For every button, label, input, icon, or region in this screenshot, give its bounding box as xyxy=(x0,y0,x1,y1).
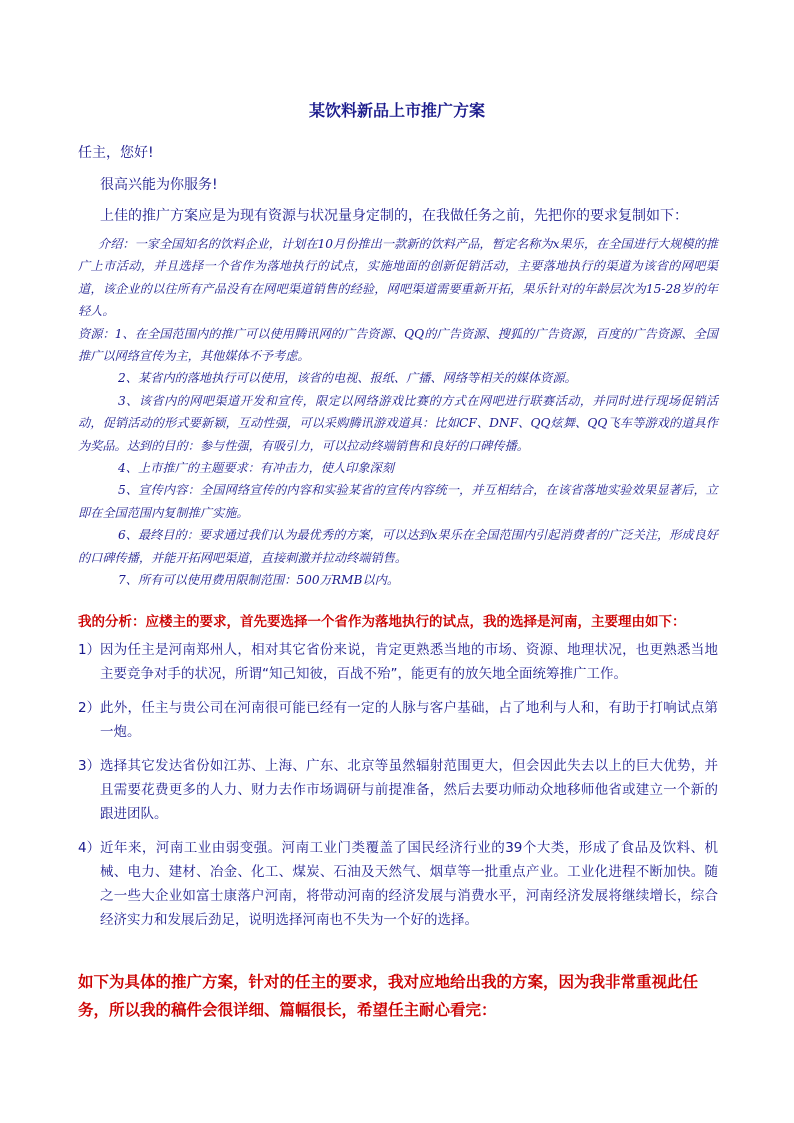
requirement-resource: 资源：1、在全国范围内的推广可以使用腾讯网的广告资源、QQ的广告资源、搜狐的广告资源，百度的广告资源、全国推广以网络宣传为主，其他媒体不予考虑。 xyxy=(78,326,718,364)
requirement-item: 7、所有可以使用费用限制范围：500万RMB以内。 xyxy=(118,573,400,588)
intro-line-2: 上佳的推广方案应是为现有资源与状况量身定制的，在我做任务之前，先把你的要求复制如下： xyxy=(100,208,688,224)
analysis-heading: 我的分析：应楼主的要求，首先要选择一个省作为落地执行的试点，我的选择是河南，主要理由如下： xyxy=(78,614,686,630)
requirement-item: 6、最终目的：要求通过我们认为最优秀的方案，可以达到x果乐在全国范围内引起消费者的广泛关注，形成良好的口碑传播，并能开拓网吧渠道，直接刺激并拉动终端销售。 xyxy=(78,528,718,565)
list-item xyxy=(78,638,718,686)
closing-statement: 如下为具体的推广方案，针对的任主的要求，我对应地给出我的方案，因为我非常重视此任务，所以我的稿件会很详细、篇幅很长，希望任主耐心看完： xyxy=(78,972,699,1019)
requirement-item: 3、该省内的网吧渠道开发和宣传，限定以网络游戏比赛的方式在网吧进行联赛活动，并同时进行现场促销活动，促销活动的形式要新颖，互动性强，可以采购腾讯游戏道具：比如CF、DNF、QQ炫舞、QQ飞车等游戏的道具作为奖品。达到的目的：参与性强，有吸引力，可以拉动终端销售和良好的口碑传播。 xyxy=(78,393,718,453)
list-item xyxy=(78,754,718,826)
list-number: 2） xyxy=(78,700,101,716)
list-text: 因为任主是河南郑州人，相对其它省份来说，肯定更熟悉当地的市场、资源、地理状况，也更熟悉当地主要竞争对手的状况，所谓“知己知彼，百战不殆”，能更有的放矢地全面统筹推广工作。 xyxy=(100,642,718,682)
requirement-item: 2、某省内的落地执行可以使用，该省的电视、报纸、广播、网络等相关的媒体资源。 xyxy=(118,371,577,386)
list-number: 4） xyxy=(78,840,101,856)
requirement-intro: 介绍：一家全国知名的饮料企业，计划在10月份推出一款新的饮料产品，暂定名称为x果乐，在全国进行大规模的推广上市活动，并且选择一个省作为落地执行的试点，实施地面的创新促销活动，主要落地执行的渠道为该省的网吧渠道，该企业的以往所有产品没有在网吧渠道销售的经验，网吧渠道需要重新开拓，果乐针对的年龄层次为15-28岁的年轻人。 xyxy=(78,237,718,319)
list-item xyxy=(78,696,718,744)
intro-line-1: 很高兴能为你服务! xyxy=(100,177,218,193)
list-text: 此外，任主与贵公司在河南很可能已经有一定的人脉与客户基础，占了地利与人和，有助于打响试点第一炮。 xyxy=(100,700,718,740)
list-item xyxy=(78,836,718,932)
requirement-item: 4、上市推广的主题要求：有冲击力，使人印象深刻 xyxy=(118,461,394,476)
document-title: 某饮料新品上市推广方案 xyxy=(308,101,485,120)
list-number: 3） xyxy=(78,758,101,774)
requirement-item: 5、宣传内容：全国网络宣传的内容和实验某省的宣传内容统一，并互相结合，在该省落地实验效果显著后，立即在全国范围内复制推广实施。 xyxy=(78,483,718,520)
list-text: 选择其它发达省份如江苏、上海、广东、北京等虽然辐射范围更大，但会因此失去以上的巨大优势，并且需要花费更多的人力、财力去作市场调研与前提准备，然后去要功师动众地移师他省或建立一个新的跟进团队。 xyxy=(100,758,718,822)
list-number: 1） xyxy=(78,642,101,658)
list-text: 近年来，河南工业由弱变强。河南工业门类覆盖了国民经济行业的39个大类，形成了食品及饮料、机械、电力、建材、冶金、化工、煤炭、石油及天然气、烟草等一批重点产业。工业化进程不断加快。随之一些大企业如富士康落户河南，将带动河南的经济发展与消费水平，河南经济发展将继续增长，综合经济实力和发展后劲足，说明选择河南也不失为一个好的选择。 xyxy=(100,840,718,928)
greeting: 任主，您好! xyxy=(78,145,154,161)
requirements-block xyxy=(78,233,718,592)
reasons-list xyxy=(78,638,718,942)
